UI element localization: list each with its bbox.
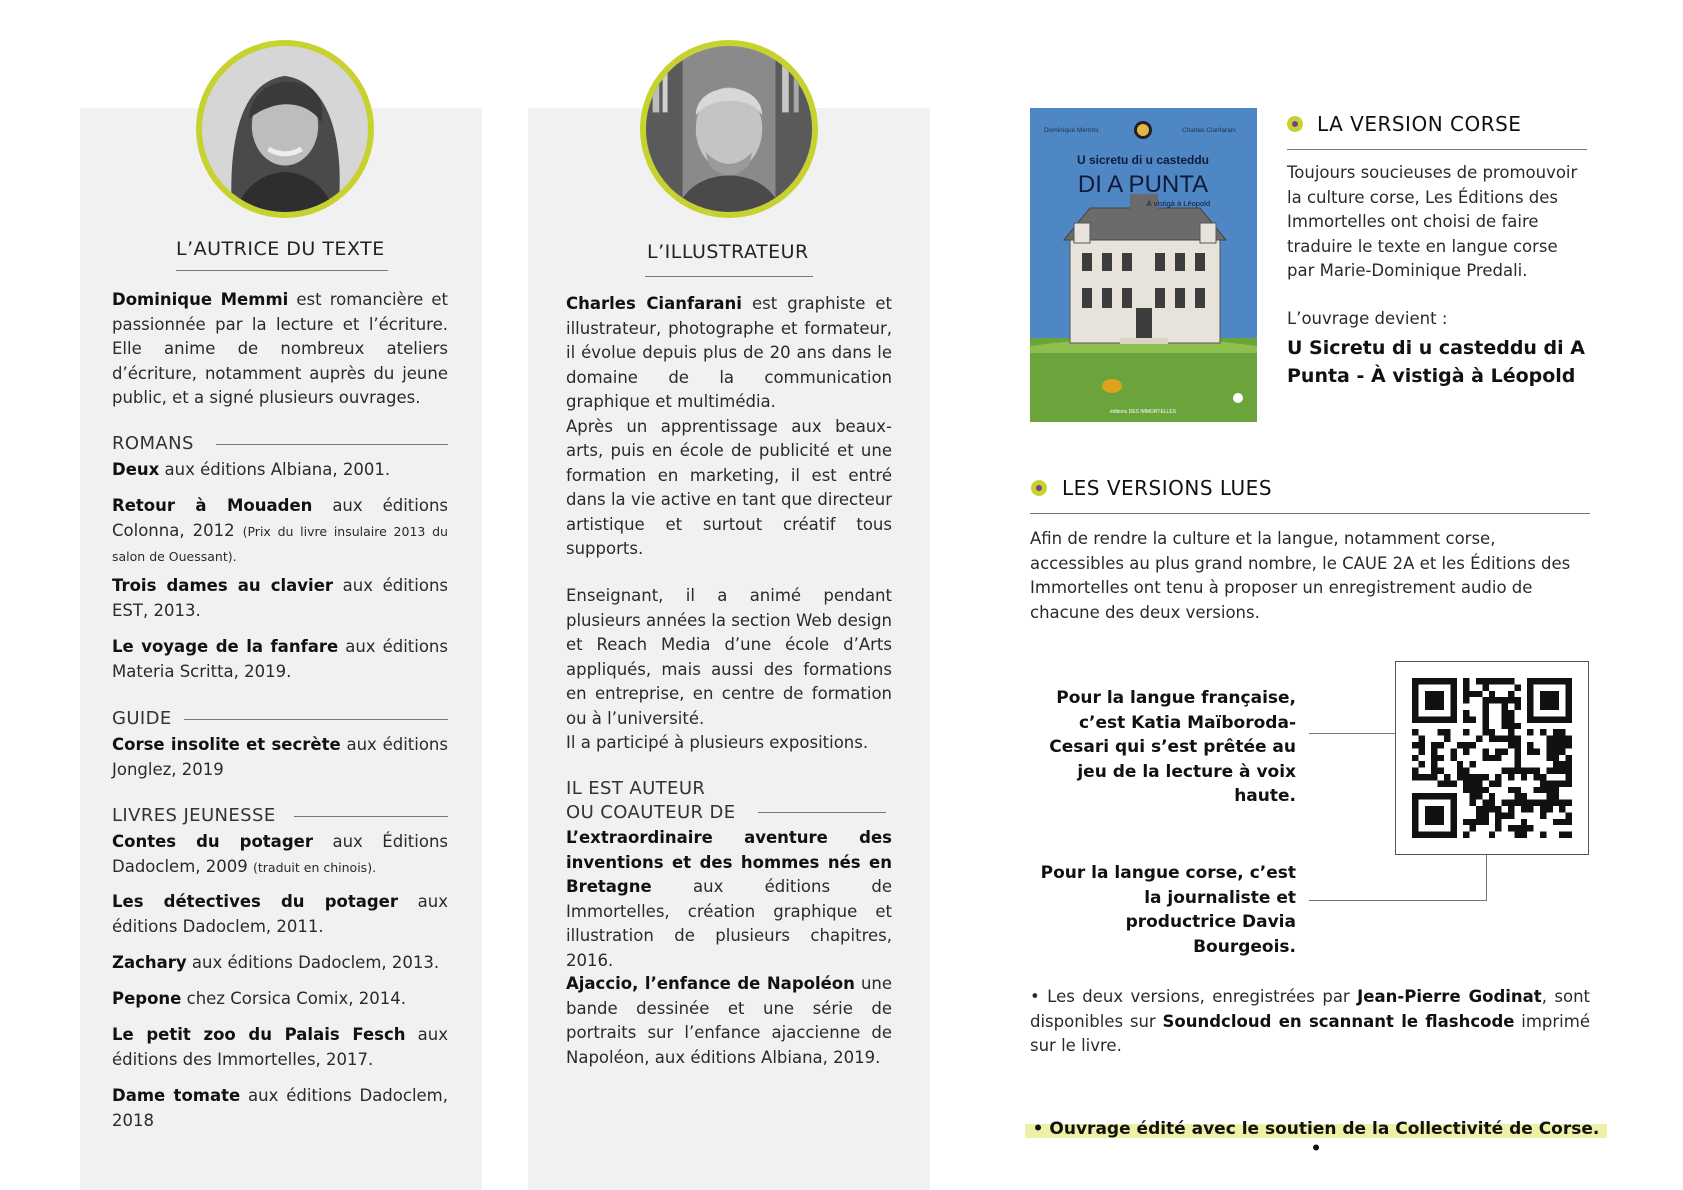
work-title: Dame tomate [112,1086,241,1105]
illustrator-bio-text: Enseignant, il a animé pendant plusieurs années la section Web design et Reach Media d’une école d’Arts appliqués, mais aussi des formations en entreprise, en centre de formation ou à l’université. [566,586,892,728]
qr-code[interactable] [1395,661,1589,855]
illustrator-work-bretagne [566,826,892,973]
illustrator-bio [566,292,892,562]
illustrator-work-ajaccio [566,972,892,1070]
corse-version-title: LA VERSION CORSE [1317,112,1522,136]
read-versions-title: LES VERSIONS LUES [1062,476,1273,500]
work-contes [112,830,448,880]
author-bio-text: est romancière et passionnée par la lecture et l’écriture. Elle anime de nombreux ateliers d’écriture, notamment auprès du jeune public, et a signé plusieurs ouvrages. [112,290,448,407]
work-deux [112,458,448,483]
read-versions-underline [1030,513,1590,514]
illustrator-bio-text: Il a participé à plusieurs expositions. [566,733,869,752]
work-details: aux éditions Colonna, 2012 [112,496,448,540]
connector-line [1309,733,1395,734]
flower-bullet-icon [1287,116,1303,132]
work-details: aux Éditions Dadoclem, 2009 [112,832,448,876]
work-details: aux éditions Dadoclem, 2018 [112,1086,448,1130]
work-zoo [112,1023,448,1072]
work-trois [112,574,448,623]
flower-bullet-icon [1031,480,1047,496]
work-details: aux éditions Materia Scritta, 2019. [112,637,448,681]
cover-title-line1: U sicretu di u casteddu [1076,153,1210,167]
work-title: Ajaccio, l’enfance de Napoléon [566,974,855,993]
category-guide: GUIDE [112,708,172,729]
work-title: Deux [112,460,160,479]
work-details: aux éditions Dadoclem, 2013. [186,953,440,972]
illustrator-photo-icon [646,46,812,212]
work-pepone [112,987,448,1012]
cover-author-left: Dominique Memmi [1044,127,1099,134]
work-tomate [112,1084,448,1133]
work-title: Contes du potager [112,832,313,851]
connector-line [1309,900,1486,901]
work-title: Le voyage de la fanfare [112,637,339,656]
work-title: Retour à Mouaden [112,496,313,515]
illustrator-name: Charles Cianfarani [566,294,742,313]
book-cover-illustration-icon [1030,108,1257,422]
availability-text [1030,985,1590,1059]
work-details: aux éditions EST, 2013. [112,576,448,620]
work-title: Le petit zoo du Palais Fesch [112,1025,406,1044]
category-jeunesse: LIVRES JEUNESSE [112,805,276,826]
work-title: Corse insolite et secrète [112,735,341,754]
category-auteur-line1: IL EST AUTEUR [566,778,706,799]
read-versions-text: Afin de rendre la culture et la langue, notamment corse, accessibles au plus grand nombre, le CAUE 2A et les Éditions des Immortelles ont tenu à proposer un enregistrement audio de chacune des deux versions. [1030,529,1571,622]
work-voyage [112,635,448,684]
work-title: Zachary [112,953,187,972]
corse-version-underline [1287,149,1587,150]
reader-name: Jean-Pierre Godinat [1357,987,1542,1006]
book-cover [1030,108,1257,422]
availability-mid: , sont disponibles sur [1030,987,1591,1031]
category-auteur [566,777,736,825]
category-auteur-line [758,812,886,813]
work-zachary [112,951,448,976]
corse-version-becomes: L’ouvrage devient : [1287,309,1448,328]
availability-pre: • Les deux versions, enregistrées par [1030,987,1358,1006]
illustrator-section-title: L’ILLUSTRATEUR [647,241,809,263]
work-note: (traduit en chinois). [253,859,377,875]
illustrator-title-underline [645,276,813,277]
cover-title-line2: DI A PUNTA [1077,171,1209,198]
author-portrait [196,40,374,218]
illustrator-portrait [640,40,818,218]
work-title: Trois dames au clavier [112,576,334,595]
work-details: aux éditions Albiana, 2001. [159,460,391,479]
work-title: Pepone [112,989,182,1008]
author-photo-icon [202,46,368,212]
work-details: une bande dessinée et une série de portraits sur l’enfance ajaccienne de Napoléon, aux éditions Albiana, 2019. [566,974,893,1067]
cover-subtitle: À vistigà à Léopold [1146,199,1210,208]
work-details: aux éditions des Immortelles, 2017. [112,1025,448,1069]
availability-post: imprimé sur le livre. [1030,1011,1590,1055]
work-retour [112,494,448,570]
corse-version-text: Toujours soucieuses de promouvoir la culture corse, Les Éditions des Immortelles ont choisi de faire traduire le texte en langue corse par Marie-Dominique Predali. [1287,163,1578,280]
author-section-title: L’AUTRICE DU TEXTE [176,238,385,260]
cover-author-right: Charles Cianfarani [1182,127,1236,134]
category-romans: ROMANS [112,433,194,454]
work-details: aux éditions Dadoclem, 2011. [112,892,448,936]
corse-reader: Pour la langue corse, c’est la journaliste et productrice Davia Bourgeois. [1040,863,1296,957]
illustrator-teaching [566,584,892,756]
category-romans-line [216,444,448,445]
french-reader: Pour la langue française, c’est Katia Maïboroda-Cesari qui s’est prêtée au jeu de la lecture à voix haute. [1049,688,1296,806]
work-details: aux éditions de Immortelles, création graphique et illustration de plusieurs chapitres, 2016. [566,877,892,970]
category-jeunesse-line [294,816,448,817]
category-guide-line [184,719,448,720]
work-detectives [112,890,448,939]
connector-line [1486,855,1487,901]
cover-publisher: éditions DES IMMORTELLES [1109,409,1177,415]
work-note: (Prix du livre insulaire 2013 du salon de Ouessant). [112,523,448,564]
work-title: Les détectives du potager [112,892,399,911]
author-name: Dominique Memmi [112,290,289,309]
qr-code-icon [1412,678,1572,838]
illustrator-bio-text: est graphiste et illustrateur, photographe et formateur, il évolue depuis plus de 20 ans dans le domaine de la communication graphique et multimédia. [566,294,892,411]
category-auteur-line2: OU COAUTEUR DE [566,802,736,823]
work-details: aux éditions Jonglez, 2019 [112,735,448,779]
work-details: chez Corsica Comix, 2014. [181,989,406,1008]
footer-support-note: • Ouvrage édité avec le soutien de la Collectivité de Corse. • [1032,1119,1600,1159]
soundcloud-flashcode: Soundcloud en scannant le flashcode [1162,1011,1515,1031]
illustrator-bio-text: Après un apprentissage aux beaux-arts, puis en école de publicité et une formation en marketing, il est entré dans la vie active en tant que directeur artistique et surtout créatif tous supports. [566,416,892,558]
author-bio [112,288,448,411]
corse-version-new-title: U Sicretu di u casteddu di A Punta - À vistigà à Léopold [1287,337,1585,387]
work-corse-insolite [112,733,448,782]
author-title-underline [176,270,388,271]
work-title: L’extraordinaire aventure des inventions et des hommes nés en Bretagne [566,828,892,896]
